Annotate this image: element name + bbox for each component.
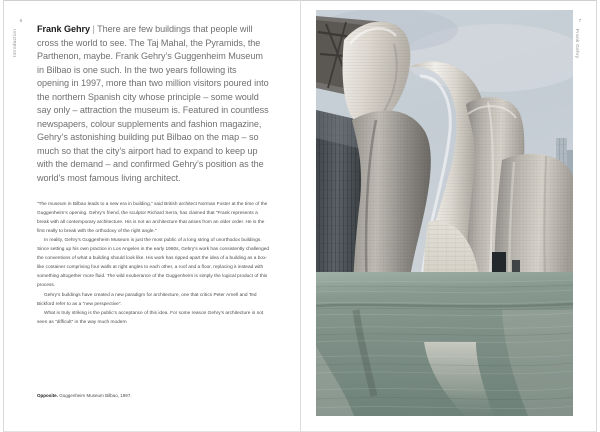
introduction-lead-in: Frank Gehry xyxy=(37,24,91,34)
water-basin xyxy=(316,272,573,416)
right-page-running-head: Frank Gehry xyxy=(573,28,579,59)
body-paragraph: What is truly striking is the public’s acceptance of this idea. For some reason Gehry’s architecture is not seen as “difficult” in the way much modern xyxy=(37,310,264,325)
left-page-margin-column xyxy=(14,19,28,57)
figure-caption-text: Guggenheim Museum Bilbao, 1997. xyxy=(57,393,132,398)
guggenheim-bilbao-photograph xyxy=(316,10,573,416)
spread-right-edge xyxy=(596,0,597,432)
body-paragraph: “The museum in Bilbao leads to a new era in building,” said British architect Norman Foster at the time of the Guggenheim’s opening. Gehry’s friend, the sculptor Richard Serra, has claimed that “Frank represents a break with all contemporary architecture. His is not an architecture that arises from an older order. He is the first really to break with the orthodoxy of the right angle.” xyxy=(37,201,268,234)
left-page-folio: 6 xyxy=(19,18,23,23)
body-paragraph: Gehry’s buildings have created a new paradigm for architecture, one that critics Peter Arnell and Ted Bickford refer to as a “new perspective”. xyxy=(37,292,257,307)
right-page-margin-column xyxy=(573,19,587,58)
figure-caption xyxy=(37,393,271,400)
photograph-artwork xyxy=(316,10,573,416)
left-page-running-head: Introduction xyxy=(13,28,18,57)
figure-caption-lead: Opposite. xyxy=(37,393,58,398)
introduction-body-text: There are few buildings that people will cross the world to see. The Taj Mahal, the Pyramids, the Parthenon, maybe. Frank Gehry’s Guggenheim Museum in Bilbao is one such. In the two years following its opening in 1997, more than two million visitors poured into the northern Spanish city whose principle – some would say only – attraction the museum is. Featured in countless newspapers, colour supplements and fashion magazine, Gehry’s astonishing building put Bilbao on the map – so much so that the city’s airport had to expand to keep up with the demand – and confirmed Gehry’s position as the world’s most famous living architect. xyxy=(37,24,269,184)
body-text-block xyxy=(37,200,271,327)
right-page-folio: 7 xyxy=(578,18,582,23)
left-page xyxy=(4,1,300,431)
right-page xyxy=(301,1,596,431)
introduction-paragraph xyxy=(37,23,271,186)
introduction-pipe-separator: | xyxy=(90,24,98,34)
left-page-text-column xyxy=(37,23,271,327)
body-paragraph: In reality, Gehry’s Guggenheim Museum is just the most public of a long string of unorthodox buildings. Since setting up his own practice in Los Angeles in the early 1960s, Gehry’s work has consistently challenged the conventions of what a building should look like. His work has ripped apart the idea of a building as a box-like container comprising four walls at right angles to each other, a roof and a floor, replacing it instead with something altogether more fluid. The wild exuberance of the Guggenheim is simply the logical product of this process. xyxy=(37,237,270,289)
